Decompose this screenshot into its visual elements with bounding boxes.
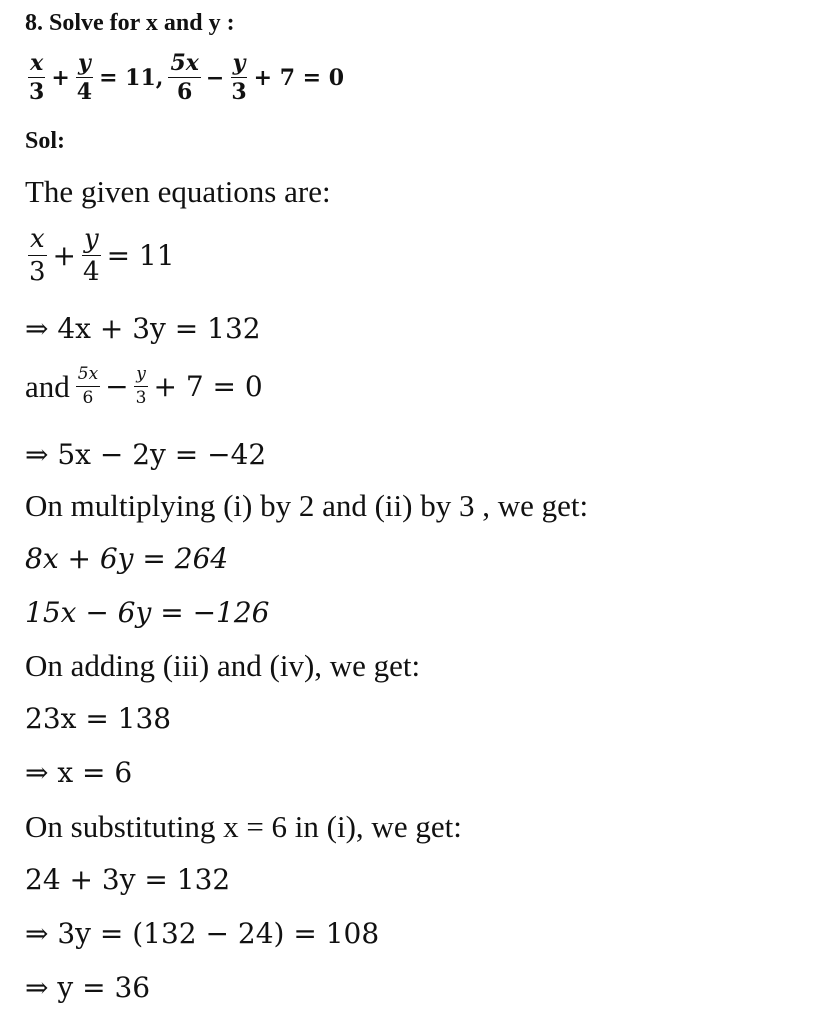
problem-equations [25,52,347,103]
problem-eq2-frac2: $\frac{y}{3}$ [231,50,247,105]
given2-frac1: $\frac{5x}{6}$ [77,364,99,408]
equation-3: 8x + 6y = 264 [25,542,229,575]
given1-frac2: $\frac{y}{4}$ [83,224,100,287]
given1-frac1: $\frac{x}{3}$ [29,224,46,287]
problem-eq2-frac1: $\frac{5x}{6}$ [170,50,199,105]
substitute-instruction: On substituting x = 6 in (i), we get: [25,809,462,844]
x-result: ⇒ x = 6 [25,756,133,789]
solution-intro: The given equations are: [25,174,331,209]
given-equation-2 [25,366,266,407]
given1-plus: + [52,239,77,272]
given2-minus: − [105,370,129,403]
given1-rhs: = 11 [106,239,175,272]
given-equation-1 [25,226,178,285]
y-result: ⇒ y = 36 [25,971,151,1004]
given2-frac2: $\frac{y}{3}$ [135,364,147,408]
problem-title [25,10,235,37]
adding-instruction: On adding (iii) and (iv), we get: [25,648,421,683]
simplified-equation-2: ⇒ 5x − 2y = −42 [25,438,267,471]
problem-eq1-plus: + [51,64,70,91]
problem-eq2-minus: − [205,64,225,91]
equation-4: 15x − 6y = −126 [25,596,270,629]
y-step: ⇒ 3y = (132 − 24) = 108 [25,917,380,950]
problem-eq2-rhs: + 7 = 0 [253,64,345,91]
problem-eq1-rhs: = 11, [99,64,164,91]
problem-eq1-frac2: $\frac{y}{4}$ [76,50,93,105]
given2-rhs: + 7 = 0 [153,370,263,403]
sum-result: 23x = 138 [25,702,172,735]
problem-eq1-frac1: $\frac{x}{3}$ [29,50,45,105]
multiply-instruction: On multiplying (i) by 2 and (ii) by 3 , we get: [25,488,589,523]
substituted-equation: 24 + 3y = 132 [25,863,231,896]
problem-title-text: 8. Solve for x and y : [25,10,235,36]
simplified-equation-1: ⇒ 4x + 3y = 132 [25,312,261,345]
solution-label: Sol: [25,128,66,154]
given2-lead: and [25,368,70,404]
